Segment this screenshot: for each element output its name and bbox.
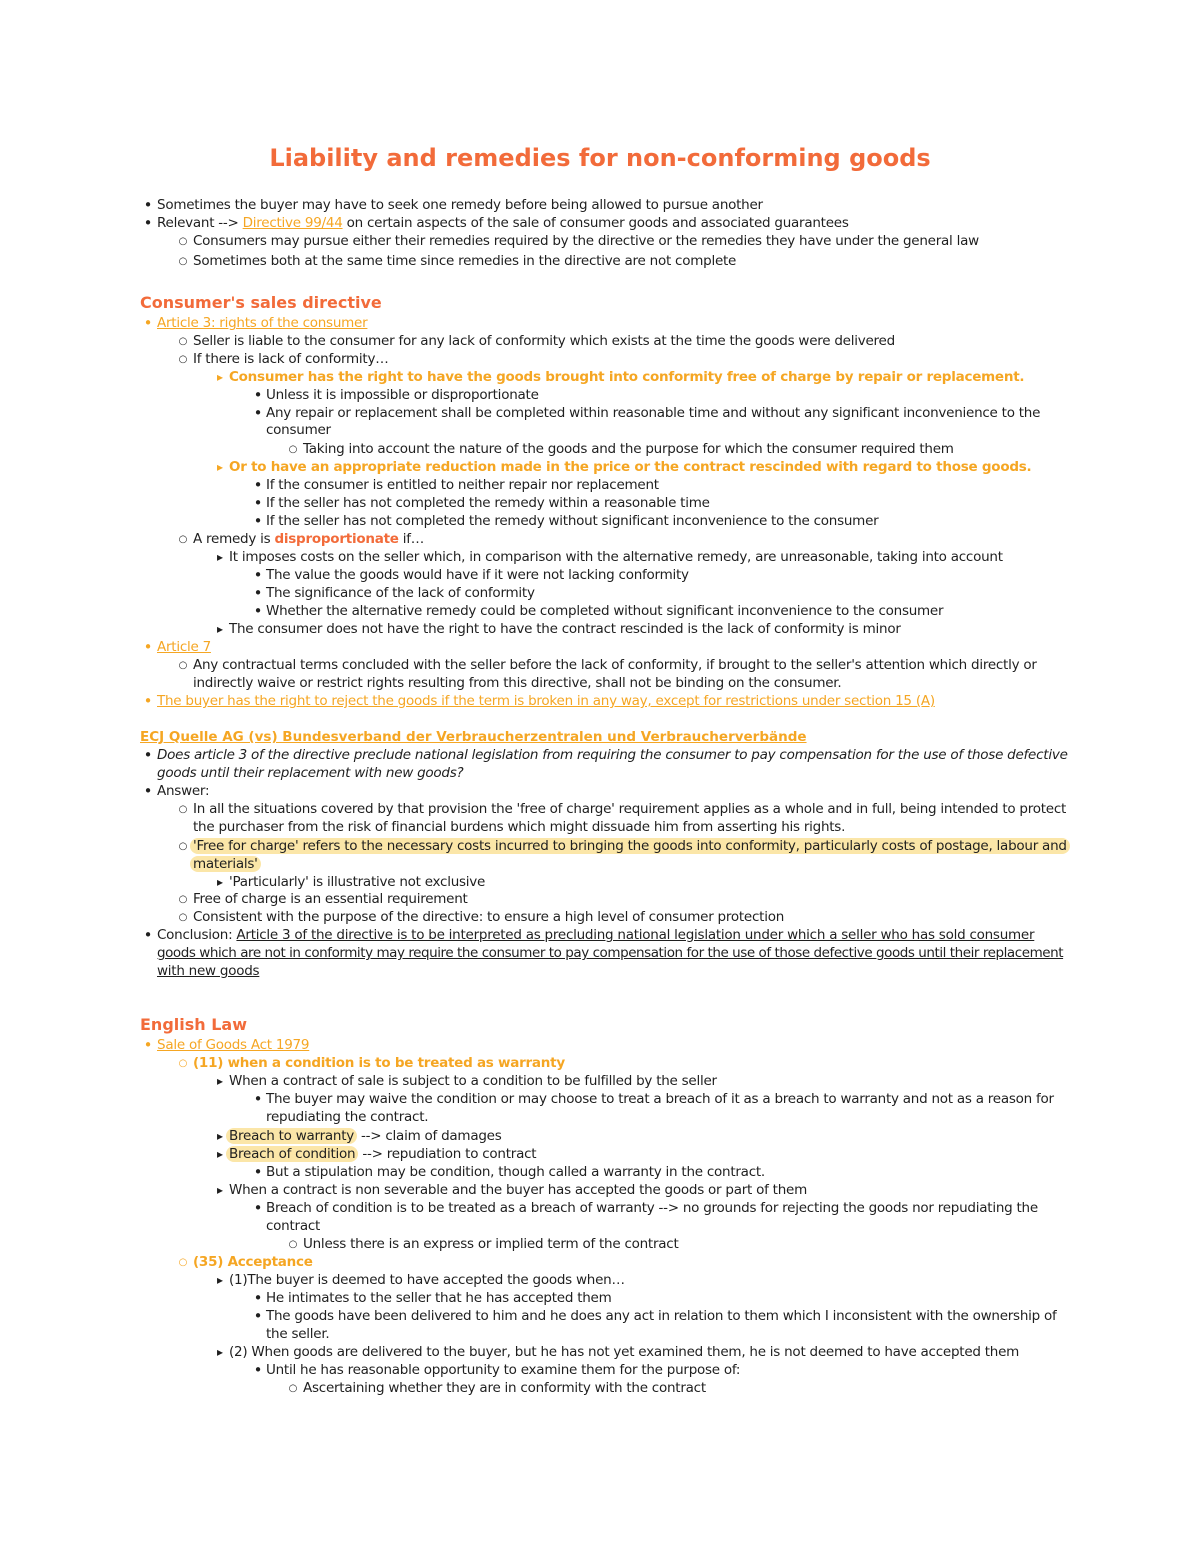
case-heading[interactable]: ECJ Quelle AG (vs) Bundesverband der Verbraucherzentralen und Verbraucherverbände: [140, 729, 807, 745]
highlight-breach-warranty: Breach to warranty: [226, 1128, 357, 1144]
breach-condition-result: --> repudiation to contract: [358, 1146, 537, 1162]
remedy-suffix: if…: [398, 531, 424, 547]
until-opportunity: Until he has reasonable opportunity to examine them for the purpose of:: [266, 1362, 741, 1378]
conclusion-label: Conclusion:: [157, 927, 237, 943]
intro-line-3: Consumers may pursue either their remedies required by the directive or the remedies they have under the general law: [193, 233, 979, 249]
bullet-circle: [284, 1379, 302, 1398]
bullet-disc: [249, 512, 267, 532]
bullet-disc: [249, 1163, 267, 1183]
bullet-circle: [174, 530, 192, 549]
bullet-disc: [249, 404, 267, 424]
intro-line-2-suffix: on certain aspects of the sale of consumer goods and associated guarantees: [342, 215, 849, 231]
whether-alternative: Whether the alternative remedy could be completed without significant inconvenience to the consumer: [266, 603, 944, 619]
imposes-costs: It imposes costs on the seller which, in comparison with the alternative remedy, are unreasonable, taking into account: [229, 549, 1003, 565]
section-35: (35) Acceptance: [193, 1254, 313, 1270]
any-terms-line-1: Any contractual terms concluded with the seller before the lack of conformity, if brought to the seller's attention which directly or: [193, 657, 1037, 673]
section-heading-english: English Law: [140, 1015, 247, 1034]
conclusion-line-1: [157, 926, 1034, 944]
bullet-disc: [249, 1289, 267, 1309]
bullet-triangle: [211, 620, 229, 639]
intro-line-2-prefix: Relevant -->: [157, 215, 243, 231]
conclusion-text-1: Article 3 of the directive is to be interpreted as precluding national legislation under which a seller who has sold consumer: [236, 927, 1035, 943]
bullet-disc: [139, 638, 157, 658]
or-reduction: Or to have an appropriate reduction made in the price or the contract rescinded with regard to those goods.: [229, 459, 1032, 475]
intimates: He intimates to the seller that he has accepted them: [266, 1290, 612, 1306]
bullet-disc: [249, 1361, 267, 1381]
when-goods-delivered: (2) When goods are delivered to the buyer, but he has not yet examined them, he is not deemed to have accepted them: [229, 1344, 1020, 1360]
delivered-line-1: The goods have been delivered to him and he does any act in relation to them which I inconsistent with the ownership of: [266, 1308, 1057, 1324]
significance: The significance of the lack of conformity: [266, 585, 535, 601]
bullet-disc: [249, 602, 267, 622]
bullet-circle: [174, 350, 192, 369]
bullet-disc: [249, 386, 267, 406]
bullet-disc: [249, 494, 267, 514]
bullet-disc: [139, 314, 157, 334]
seller-liable: Seller is liable to the consumer for any lack of conformity which exists at the time the goods were delivered: [193, 333, 895, 349]
buyer-waive-line-2: repudiating the contract.: [266, 1109, 429, 1125]
breach-cond-line-1: Breach of condition is to be treated as a breach of warranty --> no grounds for rejecting the goods nor repudiating the: [266, 1200, 1038, 1216]
remedy-disproportionate: [193, 530, 424, 548]
conclusion-line-3: with new goods: [157, 963, 260, 979]
breach-warranty-result: --> claim of damages: [357, 1128, 502, 1144]
any-repair-line-1: Any repair or replacement shall be completed within reasonable time and without any significant inconvenience to the: [266, 405, 1041, 421]
any-terms-line-2: indirectly waive or restrict rights resulting from this directive, shall not be binding on the consumer.: [193, 675, 842, 691]
bullet-disc: [139, 1036, 157, 1056]
bullet-triangle: [211, 1271, 229, 1290]
answer-1-line-2: the purchaser from the risk of financial burdens which might dissuade him from asserting his rights.: [193, 819, 846, 835]
bullet-disc: [139, 746, 157, 766]
consistent-purpose: Consistent with the purpose of the directive: to ensure a high level of consumer protection: [193, 909, 785, 925]
no-right-rescind: The consumer does not have the right to have the contract rescinded is the lack of conformity is minor: [229, 621, 901, 637]
bullet-disc: [139, 782, 157, 802]
if-not-inconvenience: If the seller has not completed the remedy without significant inconvenience to the consumer: [266, 513, 879, 529]
page-title: Liability and remedies for non-conforming goods: [269, 144, 931, 172]
highlight-free-charge: 'Free for charge' refers to the necessary costs incurred to bringing the goods into conformity, particularly costs of postage, labour and: [190, 838, 1070, 854]
answer-label: Answer:: [157, 783, 210, 799]
value-goods: The value the goods would have if it were not lacking conformity: [266, 567, 689, 583]
bullet-triangle: [211, 1072, 229, 1091]
bullet-triangle: [211, 368, 229, 387]
bullet-triangle: [211, 1181, 229, 1200]
if-lack: If there is lack of conformity…: [193, 351, 389, 367]
if-entitled: If the consumer is entitled to neither repair nor replacement: [266, 477, 659, 493]
remedy-prefix: A remedy is: [193, 531, 275, 547]
bullet-triangle: [211, 458, 229, 477]
bullet-circle: [174, 656, 192, 675]
any-repair-line-2: consumer: [266, 422, 331, 438]
bullet-triangle: [211, 548, 229, 567]
section-11: (11) when a condition is to be treated as warranty: [193, 1055, 565, 1071]
bullet-disc: [139, 692, 157, 712]
intro-line-2: [157, 214, 849, 232]
case-question-line-2: goods until their replacement with new goods?: [157, 765, 464, 781]
highlight-breach-condition: Breach of condition: [226, 1146, 358, 1162]
bullet-circle: [284, 440, 302, 459]
free-essential: Free of charge is an essential requirement: [193, 891, 468, 907]
particularly-note: 'Particularly' is illustrative not exclusive: [229, 874, 486, 890]
bullet-disc: [249, 1199, 267, 1219]
answer-1-line-1: In all the situations covered by that provision the 'free of charge' requirement applies as a whole and in full, being intended to protect: [193, 801, 1067, 817]
breach-warranty: [226, 1127, 502, 1145]
when-contract: When a contract of sale is subject to a condition to be fulfilled by the seller: [229, 1073, 717, 1089]
unless-impossible: Unless it is impossible or disproportionate: [266, 387, 539, 403]
reject-goods-link[interactable]: The buyer has the right to reject the goods if the term is broken in any way, except for restrictions under section 15 (A): [157, 693, 935, 709]
article-3-link[interactable]: Article 3: rights of the consumer: [157, 315, 368, 331]
taking-account: Taking into account the nature of the goods and the purpose for which the consumer required them: [303, 441, 954, 457]
bullet-triangle: [211, 1343, 229, 1362]
delivered-line-2: the seller.: [266, 1326, 330, 1342]
disproportionate-term: disproportionate: [274, 531, 399, 547]
non-severable: When a contract is non severable and the buyer has accepted the goods or part of them: [229, 1182, 807, 1198]
right-repair: Consumer has the right to have the goods brought into conformity free of charge by repair or replacement.: [229, 369, 1025, 385]
deemed-accepted: (1)The buyer is deemed to have accepted the goods when…: [229, 1272, 625, 1288]
bullet-disc: [249, 584, 267, 604]
answer-2-line-2: [190, 855, 261, 873]
intro-line-1: Sometimes the buyer may have to seek one remedy before being allowed to pursue another: [157, 197, 763, 213]
breach-condition: [226, 1145, 536, 1163]
bullet-disc: [139, 214, 157, 234]
highlight-materials: materials': [190, 856, 261, 872]
bullet-disc: [139, 196, 157, 216]
answer-2-line-1: [190, 837, 1070, 855]
bullet-disc: [249, 566, 267, 586]
directive-link[interactable]: Directive 99/44: [242, 215, 343, 231]
bullet-circle: [174, 1253, 192, 1272]
bullet-circle: [174, 908, 192, 927]
if-not-time: If the seller has not completed the remedy within a reasonable time: [266, 495, 710, 511]
section-heading-consumer: Consumer's sales directive: [140, 293, 382, 312]
bullet-circle: [174, 1054, 192, 1073]
article-7-link[interactable]: Article 7: [157, 639, 211, 655]
bullet-circle: [174, 890, 192, 909]
breach-cond-line-2: contract: [266, 1218, 321, 1234]
bullet-circle: [174, 232, 192, 251]
bullet-disc: [249, 476, 267, 496]
bullet-circle: [284, 1235, 302, 1254]
bullet-circle: [174, 252, 192, 271]
unless-term: Unless there is an express or implied term of the contract: [303, 1236, 679, 1252]
bullet-disc: [139, 926, 157, 946]
conclusion-line-2: goods which are not in conformity may require the consumer to pay compensation for the use of those defective goods until their replacement: [157, 945, 1064, 961]
bullet-circle: [174, 800, 192, 819]
bullet-circle: [174, 332, 192, 351]
buyer-waive-line-1: The buyer may waive the condition or may choose to treat a breach of it as a breach to warranty and not as a reason for: [266, 1091, 1054, 1107]
intro-line-4: Sometimes both at the same time since remedies in the directive are not complete: [193, 253, 737, 269]
ascertaining: Ascertaining whether they are in conformity with the contract: [303, 1380, 706, 1396]
bullet-disc: [249, 1307, 267, 1327]
bullet-disc: [249, 1090, 267, 1110]
case-question-line-1: Does article 3 of the directive preclude national legislation from requiring the consumer to pay compensation for the use of those defective: [157, 747, 1068, 763]
stipulation: But a stipulation may be condition, though called a warranty in the contract.: [266, 1164, 765, 1180]
soga-link[interactable]: Sale of Goods Act 1979: [157, 1037, 310, 1053]
